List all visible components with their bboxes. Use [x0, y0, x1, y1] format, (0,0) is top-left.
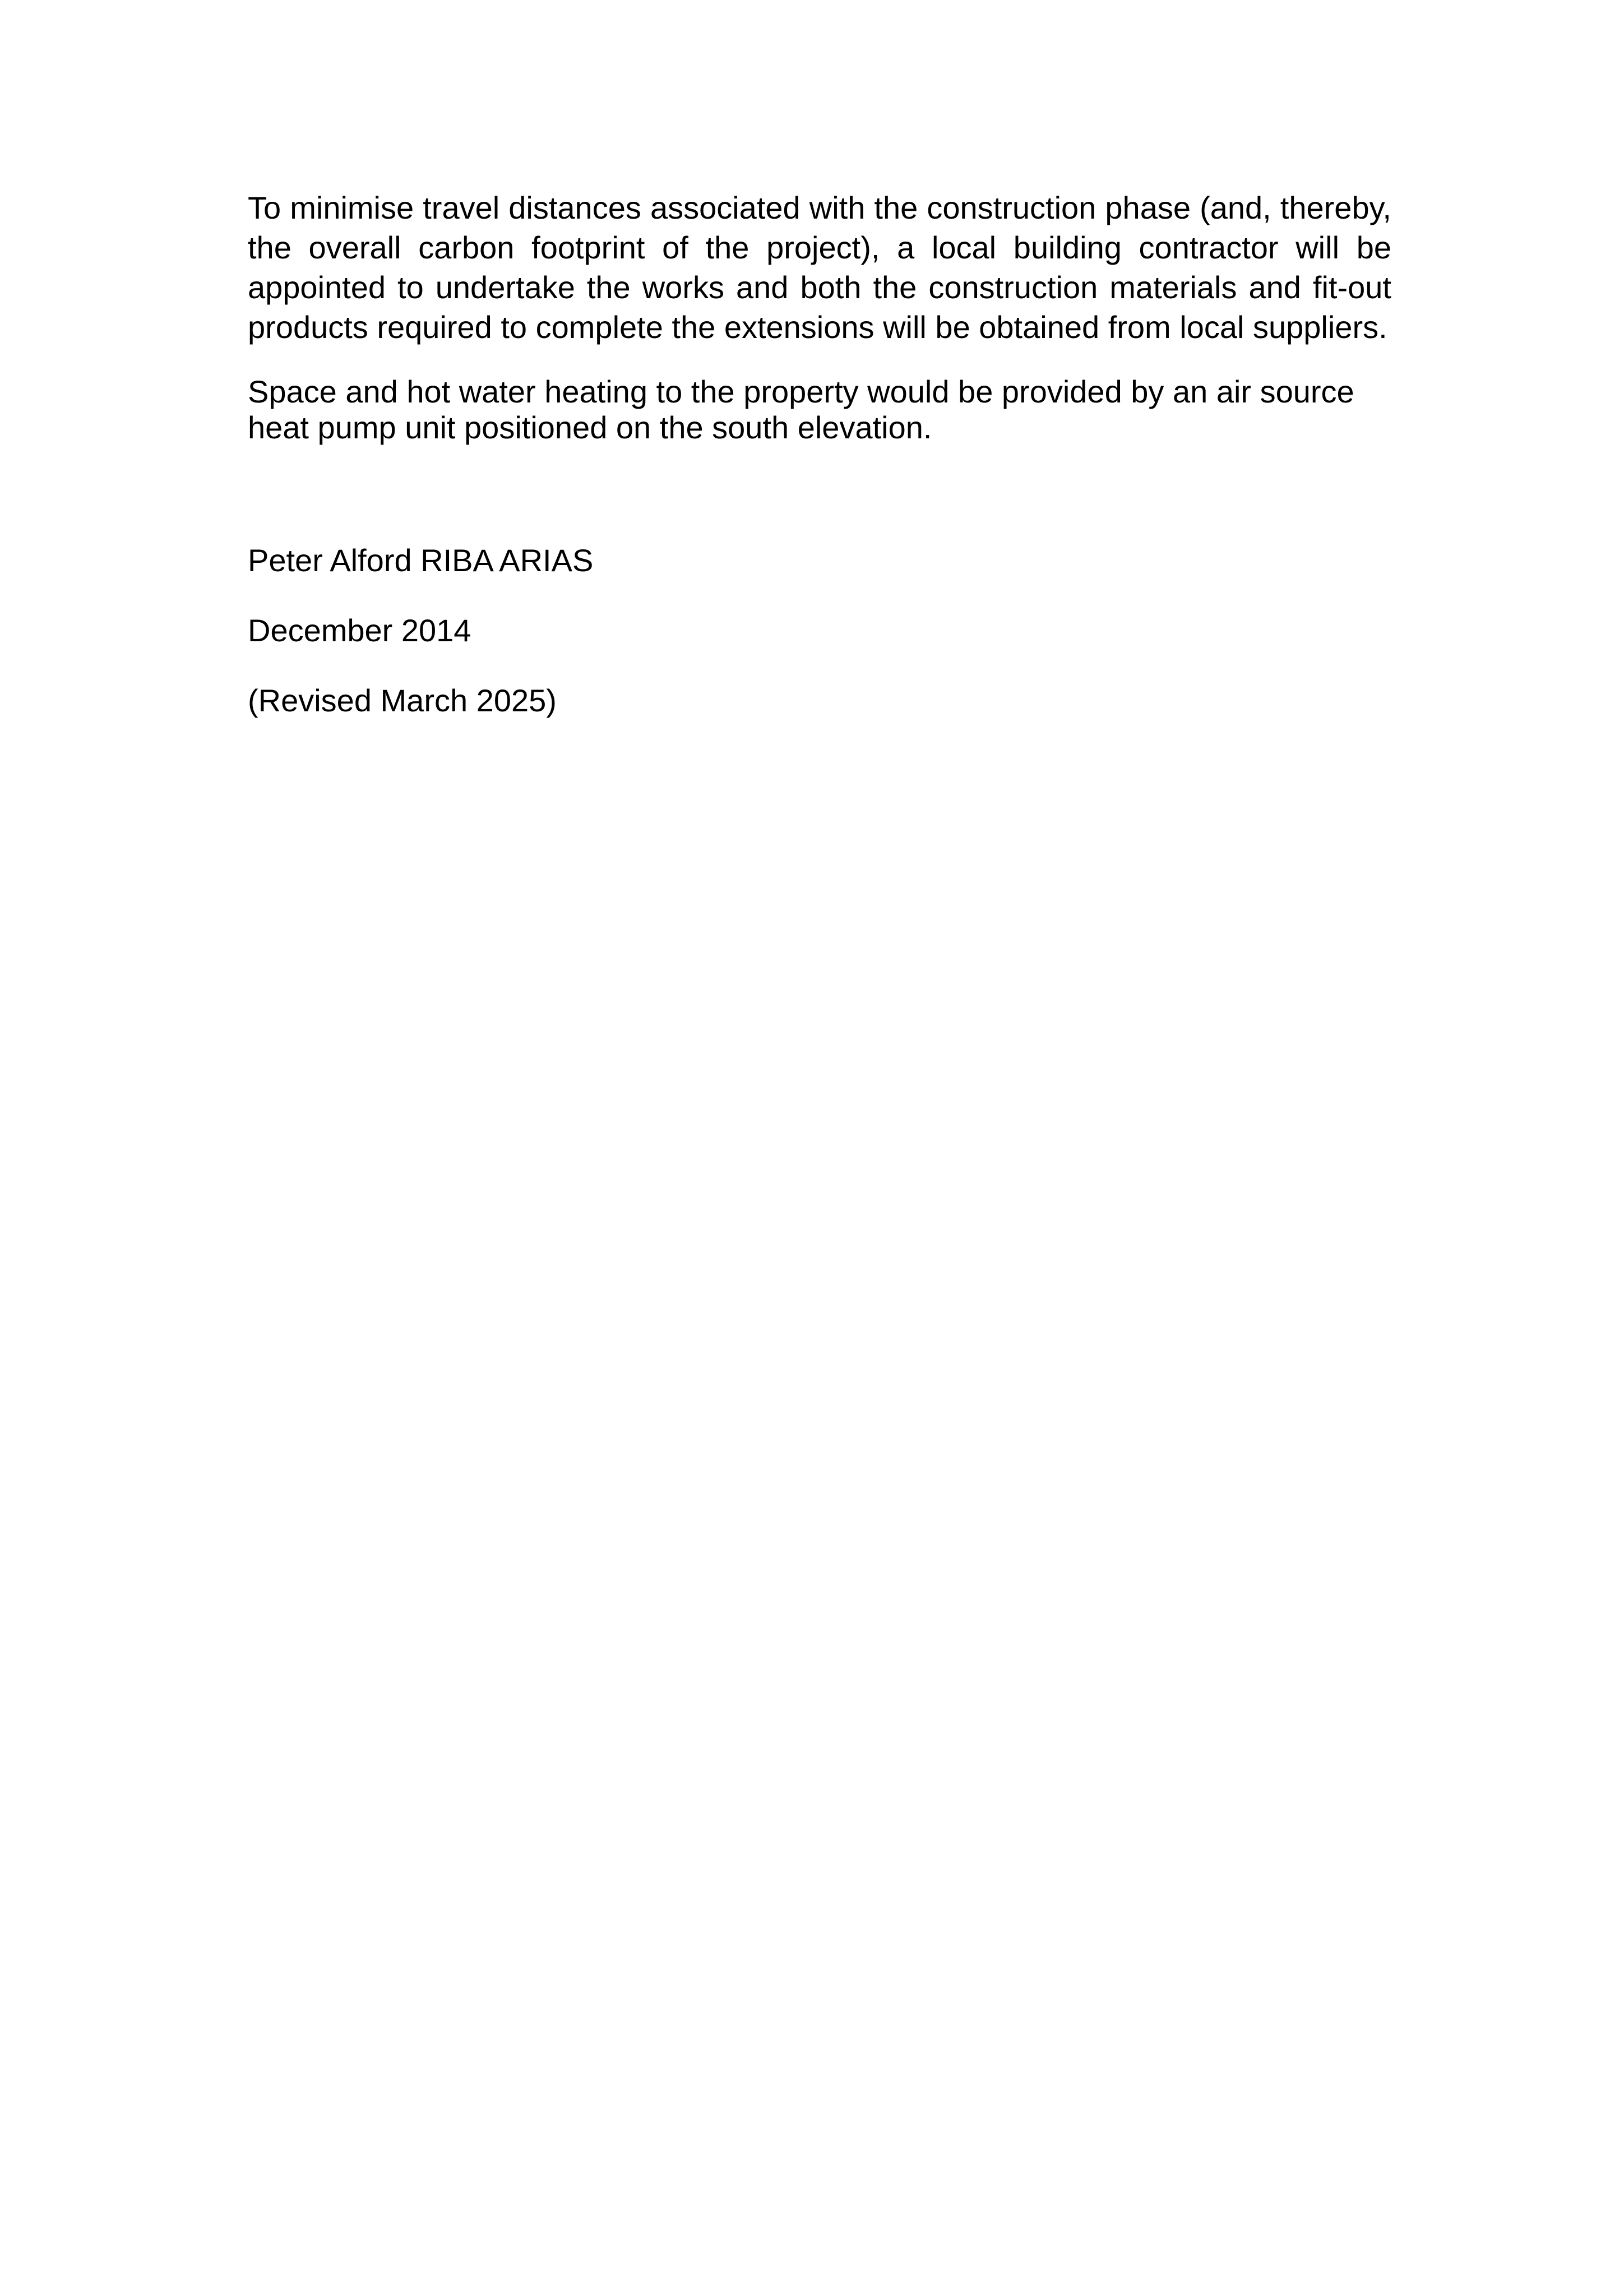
- document-date: December 2014: [248, 613, 471, 648]
- paragraph-construction-suppliers: To minimise travel distances associated with the construction phase (and, thereby, the overall carbon footprint of the project), a local building contractor will be appointed to undertake the works and both the construction materials and fit-out products required to complete the extensions will be obtained from local suppliers.: [248, 190, 1391, 345]
- signature-block: [248, 542, 1391, 719]
- revision-date: (Revised March 2025): [248, 683, 557, 718]
- document-body: [248, 188, 1391, 719]
- author-name: Peter Alford RIBA ARIAS: [248, 543, 594, 578]
- paragraph-heating: Space and hot water heating to the property would be provided by an air source heat pump unit positioned on the south elevation.: [248, 374, 1354, 445]
